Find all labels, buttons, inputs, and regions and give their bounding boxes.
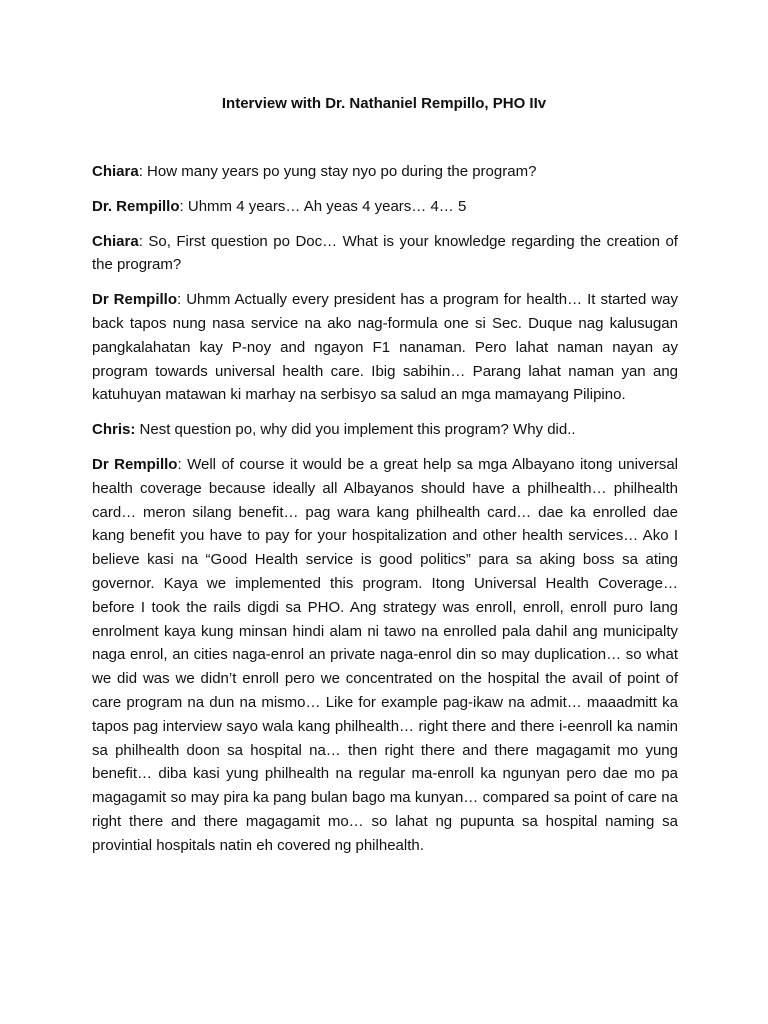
speaker-name: Chris:: [92, 421, 136, 439]
transcript-paragraph: [92, 418, 678, 442]
speaker-separator: :: [177, 291, 187, 309]
speaker-name: Chiara: [92, 163, 139, 180]
speaker-name: Dr. Rempillo: [92, 197, 180, 215]
speech-text: So, First question po Doc… What is your knowledge regarding the creation of the program?: [92, 232, 678, 274]
speech-text: How many years po yung stay nyo po during the program?: [147, 163, 537, 180]
speaker-name: Dr Rempillo: [92, 291, 178, 309]
transcript-paragraph: [92, 230, 678, 278]
speech-text: Uhmm 4 years… Ah yeas 4 years… 4… 5: [187, 197, 467, 215]
speaker-name: Dr Rempillo: [92, 455, 178, 473]
speaker-separator: :: [138, 232, 149, 250]
speech-text: Uhmm Actually every president has a program for health… It started way back tapos nung nasa service na ako nag-formula one si Sec. Duque nag kalusugan pangkalahatan kay P-noy and ngayon F1 nanaman. Pero lahat naman nayan ay program towards universal health care. Ibig sabihin… Parang lahat naman yan ang katuhuyan matawan ki marhay na serbisyo sa salud an mga mamayang Pilipino.: [92, 291, 678, 404]
interview-transcript: [92, 160, 678, 869]
speaker-separator: :: [177, 455, 188, 473]
transcript-paragraph: [92, 195, 678, 219]
transcript-paragraph: [92, 288, 678, 407]
speaker-separator: :: [179, 197, 188, 215]
document-title: Interview with Dr. Nathaniel Rempillo, PHO IIv: [221, 95, 547, 112]
speech-text: Well of course it would be a great help sa mga Albayano itong universal health coverage because ideally all Albayanos should have a philhealth… philhealth card… meron silang benefit… pag wara kang philhealth card… dae ka enrolled dae kang benefit you have to pay for your hospitalization and other health services… Ako I believe kasi na “Good Health service is good politics” para sa aking boss sa ating governor. Kaya we implemented this program. Itong Universal Health Coverage… before I took the rails digdi sa PHO. Ang strategy was enroll, enroll, enroll puro lang enrolment kaya kung minsan hindi alam ni tawo na enrolled pala dahil ang municipalty naga enrol, an cities naga-enrol an private naga-enrol din so may duplication… so what we did was we didn’t enroll pero we concentrated on the hospital the avail of point of care program na dun na mismo… Like for example pag-ikaw na admit… maaadmitt ka tapos pag interview sayo wala kang philhealth… right there and there i-eenroll ka namin sa philhealth doon sa hospital na… then right there and there magagamit mo yung benefit… diba kasi yung philhealth na regular ma-enroll ka ngunyan pero dae mo pa magagamit so may pira ka pang bulan bago ma kunyan… compared sa point of care na right there and there magagamit mo… so lahat ng pupunta sa hospital naming sa provintial hospitals natin eh covered ng philhealth.: [92, 455, 678, 854]
speech-text: Nest question po, why did you implement this program? Why did..: [139, 421, 576, 439]
speaker-name: Chiara: [92, 232, 139, 250]
speaker-separator: :: [138, 163, 148, 180]
transcript-paragraph: [92, 160, 678, 184]
transcript-paragraph: [92, 453, 678, 858]
